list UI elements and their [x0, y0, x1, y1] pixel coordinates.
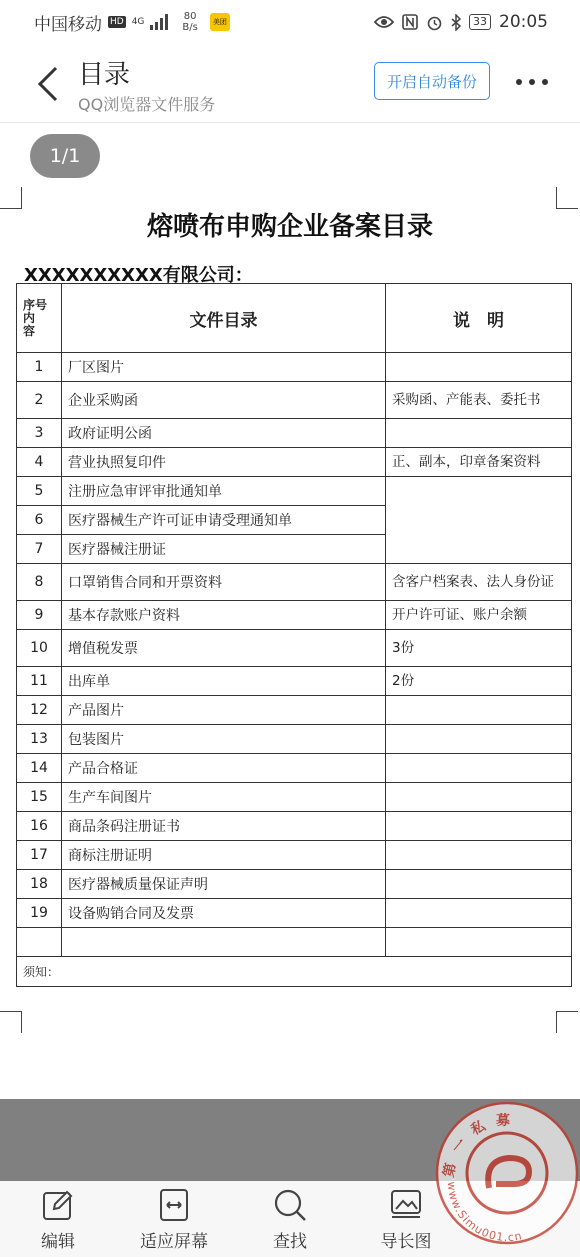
table-row — [17, 754, 572, 783]
row-document: 产品合格证 — [62, 754, 386, 783]
row-document: 厂区图片 — [62, 353, 386, 382]
row-note — [386, 870, 572, 899]
table-row — [17, 382, 572, 419]
row-number: 19 — [17, 899, 62, 928]
row-document: 注册应急审评审批通知单 — [62, 477, 386, 506]
row-number: 13 — [17, 725, 62, 754]
long-image-button[interactable]: 导长图 — [348, 1181, 464, 1257]
carrier-label: 中国移动 — [34, 14, 102, 35]
row-note — [386, 353, 572, 382]
row-number: 11 — [17, 667, 62, 696]
more-icon[interactable] — [516, 76, 552, 88]
footer-note: 须知： — [17, 957, 572, 987]
row-document: 企业采购函 — [62, 382, 386, 419]
divider — [0, 122, 580, 123]
row-note — [386, 725, 572, 754]
row-document: 医疗器械生产许可证申请受理通知单 — [62, 506, 386, 535]
row-document: 基本存款账户资料 — [62, 601, 386, 630]
row-number: 8 — [17, 564, 62, 601]
row-document: 出库单 — [62, 667, 386, 696]
row-note: 2份 — [386, 667, 572, 696]
row-document: 商标注册证明 — [62, 841, 386, 870]
row-note: 正、副本，印章备案资料 — [386, 448, 572, 477]
edit-icon — [40, 1187, 76, 1223]
table-row — [17, 783, 572, 812]
table-row — [17, 928, 572, 957]
row-number: 7 — [17, 535, 62, 564]
table-row — [17, 725, 572, 754]
fit-screen-button[interactable]: 适应屏幕 — [116, 1181, 232, 1257]
row-number: 12 — [17, 696, 62, 725]
table-header-row — [17, 284, 572, 353]
search-icon — [272, 1187, 308, 1223]
row-number: 6 — [17, 506, 62, 535]
watermark-text-top: 第一私募 — [440, 1112, 521, 1179]
table-row — [17, 564, 572, 601]
row-number: 14 — [17, 754, 62, 783]
page-subtitle: QQ浏览器文件服务 — [78, 95, 216, 114]
row-number: 4 — [17, 448, 62, 477]
find-button[interactable]: 查找 — [232, 1181, 348, 1257]
crop-mark — [0, 1011, 22, 1033]
row-number — [17, 928, 62, 957]
edit-button[interactable]: 编辑 — [0, 1181, 116, 1257]
row-note — [386, 841, 572, 870]
row-document: 增值税发票 — [62, 630, 386, 667]
bluetooth-icon — [451, 14, 461, 31]
footer-row — [17, 957, 572, 987]
header-no: 序号 内 容 — [17, 284, 62, 353]
row-document: 营业执照复印件 — [62, 448, 386, 477]
table-row — [17, 419, 572, 448]
back-icon[interactable] — [32, 64, 64, 104]
row-number: 16 — [17, 812, 62, 841]
status-bar — [0, 0, 580, 44]
row-note — [386, 899, 572, 928]
table-row — [17, 841, 572, 870]
row-number: 3 — [17, 419, 62, 448]
image-icon — [388, 1187, 424, 1223]
top-bar — [0, 48, 580, 120]
row-note: 含客户档案表、法人身份证 — [386, 564, 572, 601]
document-title: 熔喷布申购企业备案目录 — [146, 212, 433, 242]
header-note: 说 明 — [386, 284, 572, 353]
table-row — [17, 870, 572, 899]
battery-icon: 33 — [469, 14, 491, 30]
header-doc: 文件目录 — [62, 284, 386, 353]
row-note — [386, 419, 572, 448]
row-number: 5 — [17, 477, 62, 506]
table-row — [17, 601, 572, 630]
meituan-app-icon: 美团 — [210, 13, 230, 31]
table-row — [17, 448, 572, 477]
row-number: 1 — [17, 353, 62, 382]
row-note — [386, 477, 572, 564]
row-document: 生产车间图片 — [62, 783, 386, 812]
row-document: 包装图片 — [62, 725, 386, 754]
eye-icon — [374, 15, 394, 29]
row-note — [386, 696, 572, 725]
row-document — [62, 928, 386, 957]
row-document: 商品条码注册证书 — [62, 812, 386, 841]
row-note: 开户许可证、账户余额 — [386, 601, 572, 630]
table-row — [17, 667, 572, 696]
page-title: 目录 — [78, 60, 131, 90]
row-note — [386, 754, 572, 783]
table-row — [17, 477, 572, 506]
row-document: 医疗器械注册证 — [62, 535, 386, 564]
catalog-table — [16, 283, 572, 987]
nfc-icon — [402, 14, 418, 30]
row-number: 10 — [17, 630, 62, 667]
table-row — [17, 630, 572, 667]
row-number: 17 — [17, 841, 62, 870]
table-row — [17, 812, 572, 841]
row-note — [386, 783, 572, 812]
row-note: 采购函、产能表、委托书 — [386, 382, 572, 419]
watermark-text-bottom: www.Simu001.cn — [444, 1181, 524, 1245]
auto-backup-button[interactable]: 开启自动备份 — [374, 62, 490, 100]
row-note — [386, 928, 572, 957]
row-document: 医疗器械质量保证声明 — [62, 870, 386, 899]
clock: 20:05 — [499, 12, 548, 32]
row-document: 口罩销售合同和开票资料 — [62, 564, 386, 601]
row-number: 2 — [17, 382, 62, 419]
net-speed: 80 B/s — [182, 11, 198, 33]
fit-screen-icon — [158, 1187, 190, 1223]
row-note: 3份 — [386, 630, 572, 667]
signal-icon — [150, 14, 168, 30]
row-note — [386, 812, 572, 841]
row-number: 15 — [17, 783, 62, 812]
watermark-stamp — [434, 1100, 580, 1246]
row-number: 18 — [17, 870, 62, 899]
hd-badge: HD — [110, 17, 124, 27]
network-type: 4G — [131, 17, 145, 27]
row-document: 政府证明公函 — [62, 419, 386, 448]
page-indicator: 1/1 — [30, 134, 100, 178]
table-row — [17, 353, 572, 382]
table-row — [17, 696, 572, 725]
company-name: XXXXXXXXXX有限公司： — [24, 265, 253, 286]
row-document: 设备购销合同及发票 — [62, 899, 386, 928]
crop-mark — [556, 1011, 578, 1033]
alarm-icon — [426, 14, 443, 31]
row-number: 9 — [17, 601, 62, 630]
row-document: 产品图片 — [62, 696, 386, 725]
table-row — [17, 899, 572, 928]
